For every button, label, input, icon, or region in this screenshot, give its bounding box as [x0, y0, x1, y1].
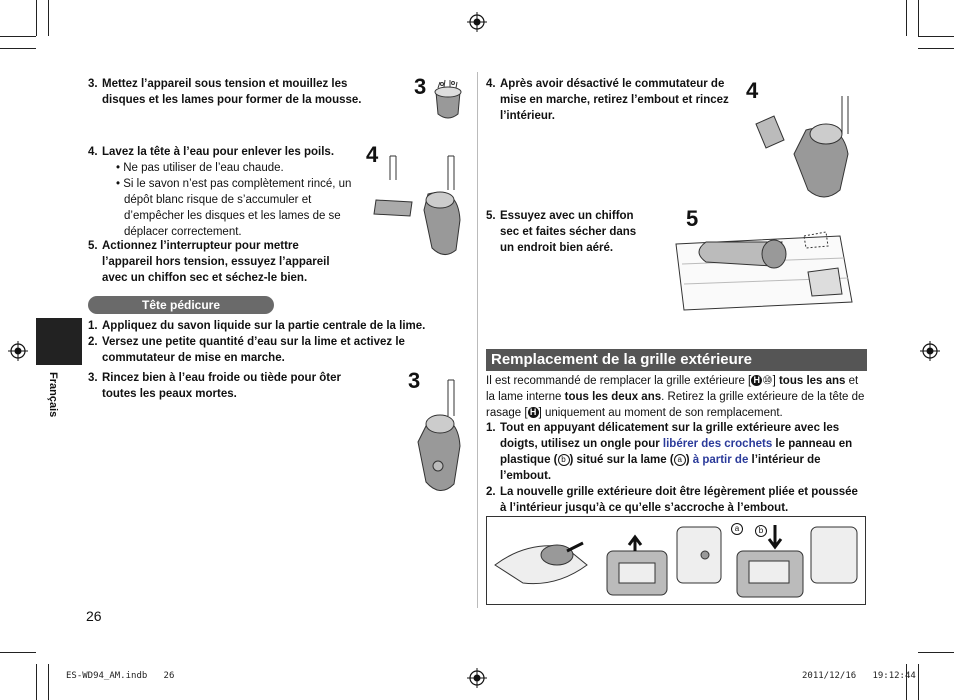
- h-part-icon: H: [751, 375, 762, 386]
- right-step-4: 4. Après avoir désactivé le commutateur de mise en marche, retirez l’embout et rincez l’intérieur.: [486, 78, 729, 122]
- pedicure-rinse-illustration: [400, 376, 470, 500]
- registration-mark-icon: [8, 341, 28, 361]
- label-b-icon: b: [755, 525, 767, 537]
- bullet-item: • Ne pas utiliser de l’eau chaude.: [116, 162, 284, 174]
- replacement-step-2: 2. La nouvelle grille extérieure doit être légèrement pliée et poussée à l’intérieur jusqu’à ce qu’elle s’accroche à l’embout.: [486, 486, 858, 514]
- footer-file: ES-WD94_AM.indb 26: [66, 671, 175, 681]
- registration-mark-icon: [920, 341, 940, 361]
- replacement-intro: Il est recommandé de remplacer la grille extérieure [ H ⑩] tous les ans et la lame interne tous les deux ans. Retirez la grille extérieure de la tête de rasage [ H ] uniquement au moment de son remplacement.: [486, 375, 865, 419]
- crop-mark: [36, 0, 37, 36]
- language-tab-label: Français: [47, 372, 59, 418]
- crop-mark: [0, 652, 36, 653]
- figure-number: 3: [414, 74, 427, 99]
- grille-replacement-illustration: [487, 517, 865, 604]
- figure-number: 5: [686, 206, 699, 231]
- figure-number: 3: [408, 368, 421, 393]
- figure-number: 4: [746, 78, 759, 103]
- crop-mark: [906, 664, 907, 700]
- figure-number: 4: [366, 142, 379, 167]
- section-pill-pedicure: Tête pédicure: [88, 296, 274, 314]
- registration-mark-icon: [467, 12, 487, 32]
- crop-mark: [0, 36, 36, 37]
- epilator-head-foam-illustration: [428, 78, 468, 124]
- dry-on-cloth-illustration: [672, 224, 858, 312]
- crop-mark: [48, 0, 49, 36]
- footer-timestamp: 2011/12/16 19:12:44: [802, 671, 916, 681]
- remove-cap-illustration: [750, 94, 866, 202]
- replacement-step-1: 1. Tout en appuyant délicatement sur la grille extérieure avec les doigts, utilisez un ongle pour libérer des crochets le panneau en plastique ( b ) situé sur la lame ( a ) à partir de l’intérieur de l’embout.: [486, 422, 853, 482]
- language-tab: [36, 318, 82, 365]
- step-3-text: 3. Mettez l’appareil sous tension et mouillez les disques et les lames pour former de la mousse.: [88, 78, 362, 106]
- crop-mark: [0, 48, 36, 49]
- pedicure-step-2: 2. Versez une petite quantité d’eau sur la lime et activez le commutateur de mise en marche.: [88, 336, 405, 364]
- crop-mark: [906, 0, 907, 36]
- crop-mark: [918, 48, 954, 49]
- label-a-icon: a: [731, 523, 743, 535]
- label-a-icon: a: [674, 454, 686, 466]
- section-heading: Remplacement de la grille extérieure: [486, 349, 867, 371]
- column-divider: [477, 72, 478, 608]
- pedicure-step-1: 1. Appliquez du savon liquide sur la partie centrale de la lime.: [88, 320, 426, 332]
- page-number: 26: [86, 608, 102, 624]
- crop-mark: [918, 0, 919, 36]
- crop-mark: [36, 664, 37, 700]
- h-part-icon: H: [528, 407, 539, 418]
- epilator-rinse-illustration: [368, 150, 472, 262]
- pedicure-step-3: 3. Rincez bien à l’eau froide ou tiède pour ôter toutes les peaux mortes.: [88, 372, 341, 400]
- crop-mark: [918, 664, 919, 700]
- right-step-5: 5. Essuyez avec un chiffon sec et faites sécher dans un endroit bien aéré.: [486, 210, 637, 254]
- crop-mark: [48, 664, 49, 700]
- step-4-text: 4. Lavez la tête à l’eau pour enlever les poils.: [88, 146, 335, 158]
- crop-mark: [918, 652, 954, 653]
- crop-mark: [918, 36, 954, 37]
- step-5-text: 5. Actionnez l’interrupteur pour mettre l’appareil hors tension, essuyez l’appareil avec un chiffon sec et séchez-le bien.: [88, 240, 330, 284]
- label-b-icon: b: [558, 454, 570, 466]
- replacement-figure: [486, 516, 866, 605]
- bullet-item: • Si le savon n’est pas complètement rincé, un dépôt blanc risque de s’accumuler et d’empêcher les disques et les lames de se déplacer correctement.: [116, 178, 352, 238]
- registration-mark-icon: [467, 668, 487, 688]
